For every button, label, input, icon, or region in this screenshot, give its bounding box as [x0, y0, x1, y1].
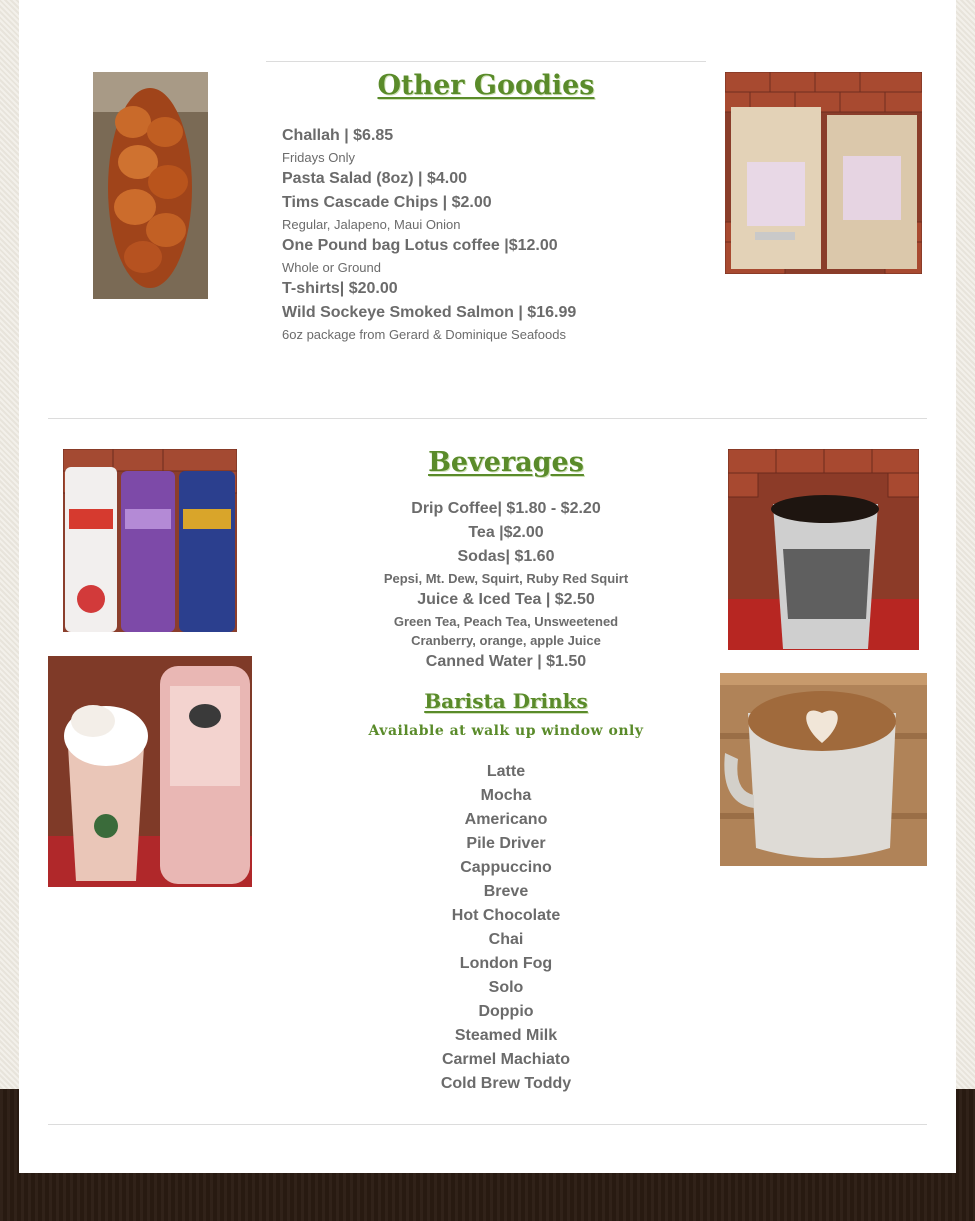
barista-drink-item: Latte	[486, 763, 526, 780]
beverage-note: Pepsi, Mt. Dew, Squirt, Ruby Red Squirt	[383, 571, 629, 586]
challah-bread-icon	[93, 72, 208, 299]
beverage-note: Green Tea, Peach Tea, Unsweetened	[393, 614, 619, 629]
goodies-item-note: Regular, Jalapeno, Maui Onion	[282, 217, 461, 232]
beverages-list	[282, 497, 730, 674]
latte-photo	[720, 673, 927, 866]
goodies-item-label: Tims Cascade Chips | $2.00	[282, 194, 492, 211]
section-divider	[48, 418, 927, 419]
goodies-item-label: Wild Sockeye Smoked Salmon | $16.99	[282, 304, 577, 321]
barista-drink-item: Hot Chocolate	[451, 907, 561, 924]
barista-drink-item: Breve	[483, 883, 529, 900]
barista-drink-item: Carmel Machiato	[441, 1051, 571, 1068]
beverage-item: Drip Coffee| $1.80 - $2.20	[411, 500, 601, 517]
goodies-item-note: Whole or Ground	[282, 260, 381, 275]
barista-drink-item: Cold Brew Toddy	[440, 1075, 572, 1092]
barista-drink-item: Mocha	[480, 787, 532, 804]
kombucha-photo	[63, 449, 237, 632]
milkshake-photo	[48, 656, 252, 887]
barista-drink-item: Americano	[464, 811, 548, 828]
goodies-item-note: Fridays Only	[282, 150, 355, 165]
kombucha-can-icon	[63, 449, 237, 632]
barista-drinks-heading: Barista Drinks	[424, 689, 588, 713]
challah-photo	[93, 72, 208, 299]
iced-drink-icon	[48, 656, 252, 887]
beverage-note: Cranberry, orange, apple Juice	[411, 633, 601, 648]
beverages-heading: Beverages	[428, 447, 584, 478]
coffee-cup-icon	[728, 449, 919, 650]
goodies-item-label: T-shirts| $20.00	[282, 280, 398, 297]
latte-mug-icon	[720, 673, 927, 866]
goodies-item-note: 6oz package from Gerard & Dominique Seafoods	[282, 327, 566, 342]
goodies-item	[282, 234, 712, 277]
barista-drink-item: Cappuccino	[460, 859, 552, 876]
goodies-item	[282, 301, 712, 344]
coffee-bags-photo	[725, 72, 922, 274]
beverage-item: Juice & Iced Tea | $2.50	[417, 591, 595, 608]
goodies-item-label: Challah | $6.85	[282, 127, 394, 144]
drip-cup-photo	[728, 449, 919, 650]
barista-drinks-list	[282, 760, 730, 1096]
goodies-item-label: One Pound bag Lotus coffee |$12.00	[282, 237, 558, 254]
beverage-item: Canned Water | $1.50	[425, 653, 587, 670]
barista-drink-item: Steamed Milk	[454, 1027, 558, 1044]
beverage-item: Tea |$2.00	[468, 524, 544, 541]
content-page	[19, 0, 956, 1173]
goodies-item-label: Pasta Salad (8oz) | $4.00	[282, 170, 468, 187]
top-divider	[266, 61, 706, 62]
other-goodies-list	[282, 124, 712, 344]
barista-drink-item: Doppio	[478, 1003, 534, 1020]
coffee-bag-icon	[725, 72, 922, 274]
barista-drink-item: Solo	[488, 979, 524, 996]
bottom-divider	[48, 1124, 927, 1125]
goodies-item	[282, 124, 712, 167]
barista-drink-item: London Fog	[459, 955, 553, 972]
barista-availability-note: Available at walk up window only	[368, 723, 644, 739]
barista-drink-item: Pile Driver	[466, 835, 546, 852]
barista-drink-item: Chai	[488, 931, 524, 948]
goodies-item	[282, 277, 712, 301]
other-goodies-heading: Other Goodies	[377, 70, 595, 101]
goodies-item	[282, 191, 712, 234]
beverage-item: Sodas| $1.60	[457, 548, 555, 565]
goodies-item	[282, 167, 712, 191]
